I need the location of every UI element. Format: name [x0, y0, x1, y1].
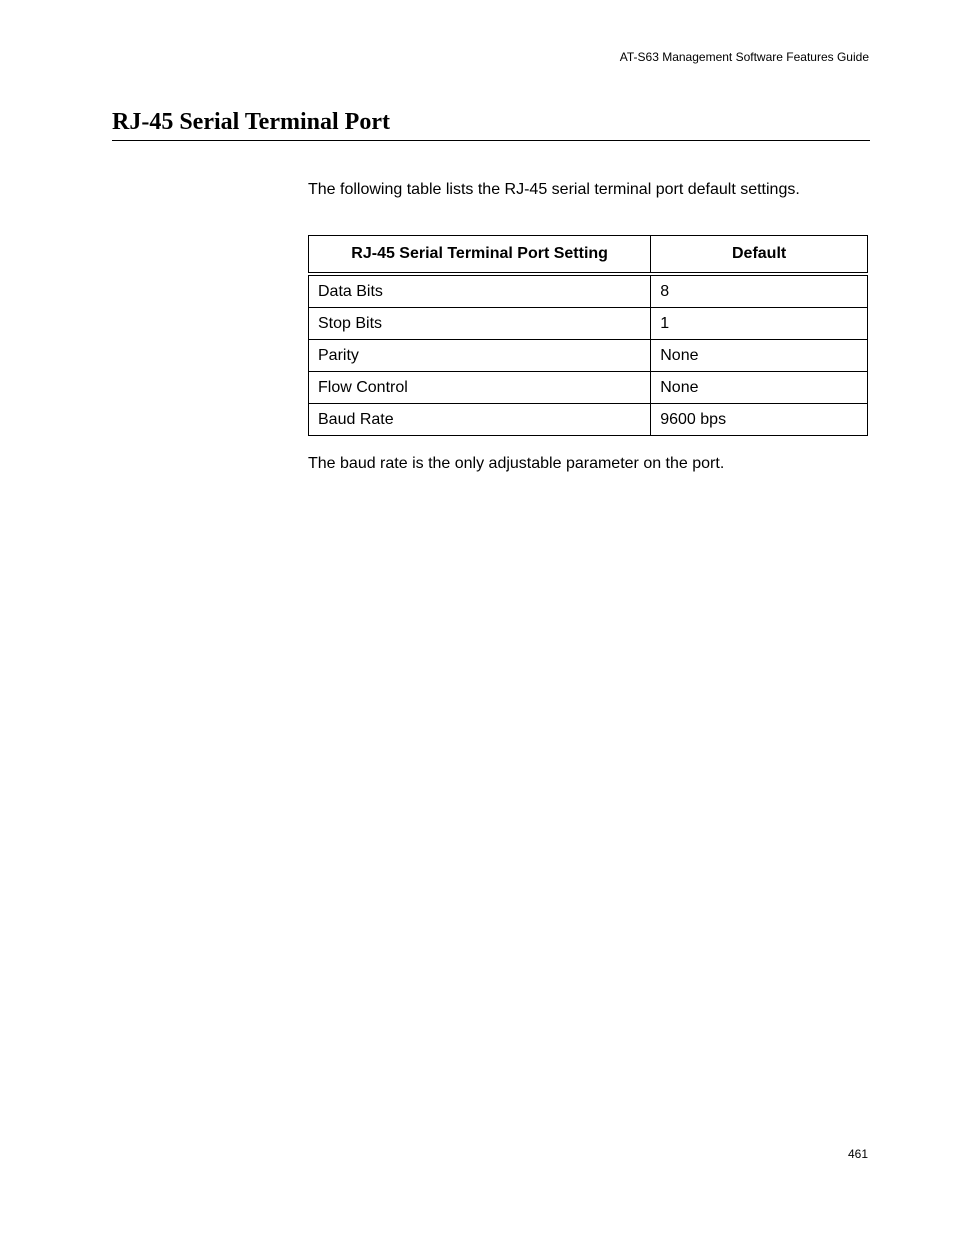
- settings-table: [308, 235, 868, 436]
- table-row: [309, 308, 868, 340]
- closing-paragraph: The baud rate is the only adjustable parameter on the port.: [308, 455, 725, 472]
- title-rule: [112, 140, 870, 141]
- column-header-setting: RJ-45 Serial Terminal Port Setting: [309, 236, 651, 275]
- table-header-row: [309, 236, 868, 275]
- setting-cell: Flow Control: [309, 372, 651, 404]
- intro-paragraph: The following table lists the RJ-45 serial terminal port default settings.: [308, 181, 800, 198]
- setting-cell: Baud Rate: [309, 404, 651, 436]
- setting-cell: Parity: [309, 340, 651, 372]
- page-number: 461: [847, 1147, 868, 1161]
- default-cell: None: [651, 340, 868, 372]
- default-cell: None: [651, 372, 868, 404]
- section-title: RJ-45 Serial Terminal Port: [112, 109, 390, 135]
- default-cell: 9600 bps: [651, 404, 868, 436]
- column-header-default: Default: [651, 236, 868, 275]
- setting-cell: Data Bits: [309, 274, 651, 308]
- setting-cell: Stop Bits: [309, 308, 651, 340]
- table-row: [309, 372, 868, 404]
- table-row: [309, 274, 868, 308]
- default-cell: 1: [651, 308, 868, 340]
- default-cell: 8: [651, 274, 868, 308]
- table-row: [309, 340, 868, 372]
- running-header: AT-S63 Management Software Features Guide: [619, 50, 869, 64]
- table-row: [309, 404, 868, 436]
